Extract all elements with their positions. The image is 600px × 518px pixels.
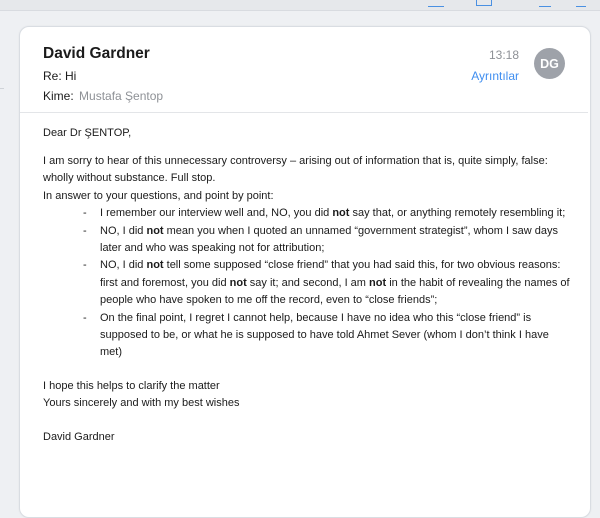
intro-line: I am sorry to hear of this unnecessary controversy – arising out of information that is, quite simply, false:: [43, 154, 548, 167]
to-label: Kime:: [43, 89, 74, 103]
point-text: NO, I did: [100, 259, 147, 272]
toolbar-icon-left[interactable]: [428, 0, 444, 7]
list-item: [43, 223, 573, 258]
signature: David Gardner: [43, 430, 115, 443]
list-item: [43, 205, 573, 222]
top-toolbar: [0, 0, 600, 11]
closing-line: Yours sincerely and with my best wishes: [43, 397, 240, 410]
email-time: 13:18: [488, 48, 519, 62]
bold-not: not: [332, 207, 350, 220]
point-text: On the final point, I regret I cannot help, because I have no idea who this “close friend” is supposed to be, or what he is supposed to have told Ahmet Sever (whom I don’t think I have met): [100, 311, 549, 359]
bold-not: not: [146, 224, 164, 237]
toolbar-icon-mid[interactable]: [539, 0, 551, 7]
details-link[interactable]: Ayrıntılar: [471, 69, 519, 83]
intro-line: In answer to your questions, and point by point:: [43, 189, 274, 202]
bold-not: not: [229, 276, 247, 289]
point-text: mean you when I quoted an unnamed “government strategist”, whom I saw days later and who was speaking not for attribution;: [100, 224, 558, 254]
email-body: [43, 125, 573, 446]
list-dash: -: [83, 311, 87, 324]
header-divider: [20, 112, 588, 113]
closing-line: I hope this helps to clarify the matter: [43, 379, 220, 392]
list-item: [43, 257, 573, 309]
email-subject: Re: Hi: [43, 69, 77, 83]
bold-not: not: [146, 259, 164, 272]
recipient-name[interactable]: Mustafa Şentop: [79, 89, 164, 103]
intro-line: wholly without substance. Full stop.: [43, 172, 216, 185]
list-dash: -: [83, 207, 87, 220]
point-text: NO, I did: [100, 224, 147, 237]
point-text: I remember our interview well and, NO, you did: [100, 207, 333, 220]
greeting: Dear Dr ŞENTOP,: [43, 127, 132, 139]
list-dash: -: [83, 259, 87, 272]
point-text: tell some supposed “close friend” that you had said this, for two obvious reasons: first and foremost, you did: [100, 259, 561, 289]
sender-name: David Gardner: [43, 45, 150, 62]
avatar[interactable]: DG: [534, 48, 565, 79]
bold-not: not: [369, 276, 387, 289]
point-text: say it; and second, I am: [246, 276, 370, 289]
point-text: say that, or anything remotely resembling it;: [349, 207, 566, 220]
recipient-row: [43, 89, 163, 103]
points-list: [43, 205, 573, 362]
calendar-icon[interactable]: [476, 0, 492, 6]
list-item: [43, 310, 573, 362]
sidebar-edge: [0, 88, 4, 99]
point-text: in the habit of revealing the names of people who have spoken to me off the record, even to “close friends”;: [100, 276, 570, 307]
list-dash: -: [83, 224, 87, 237]
toolbar-icon-right[interactable]: [576, 0, 586, 7]
